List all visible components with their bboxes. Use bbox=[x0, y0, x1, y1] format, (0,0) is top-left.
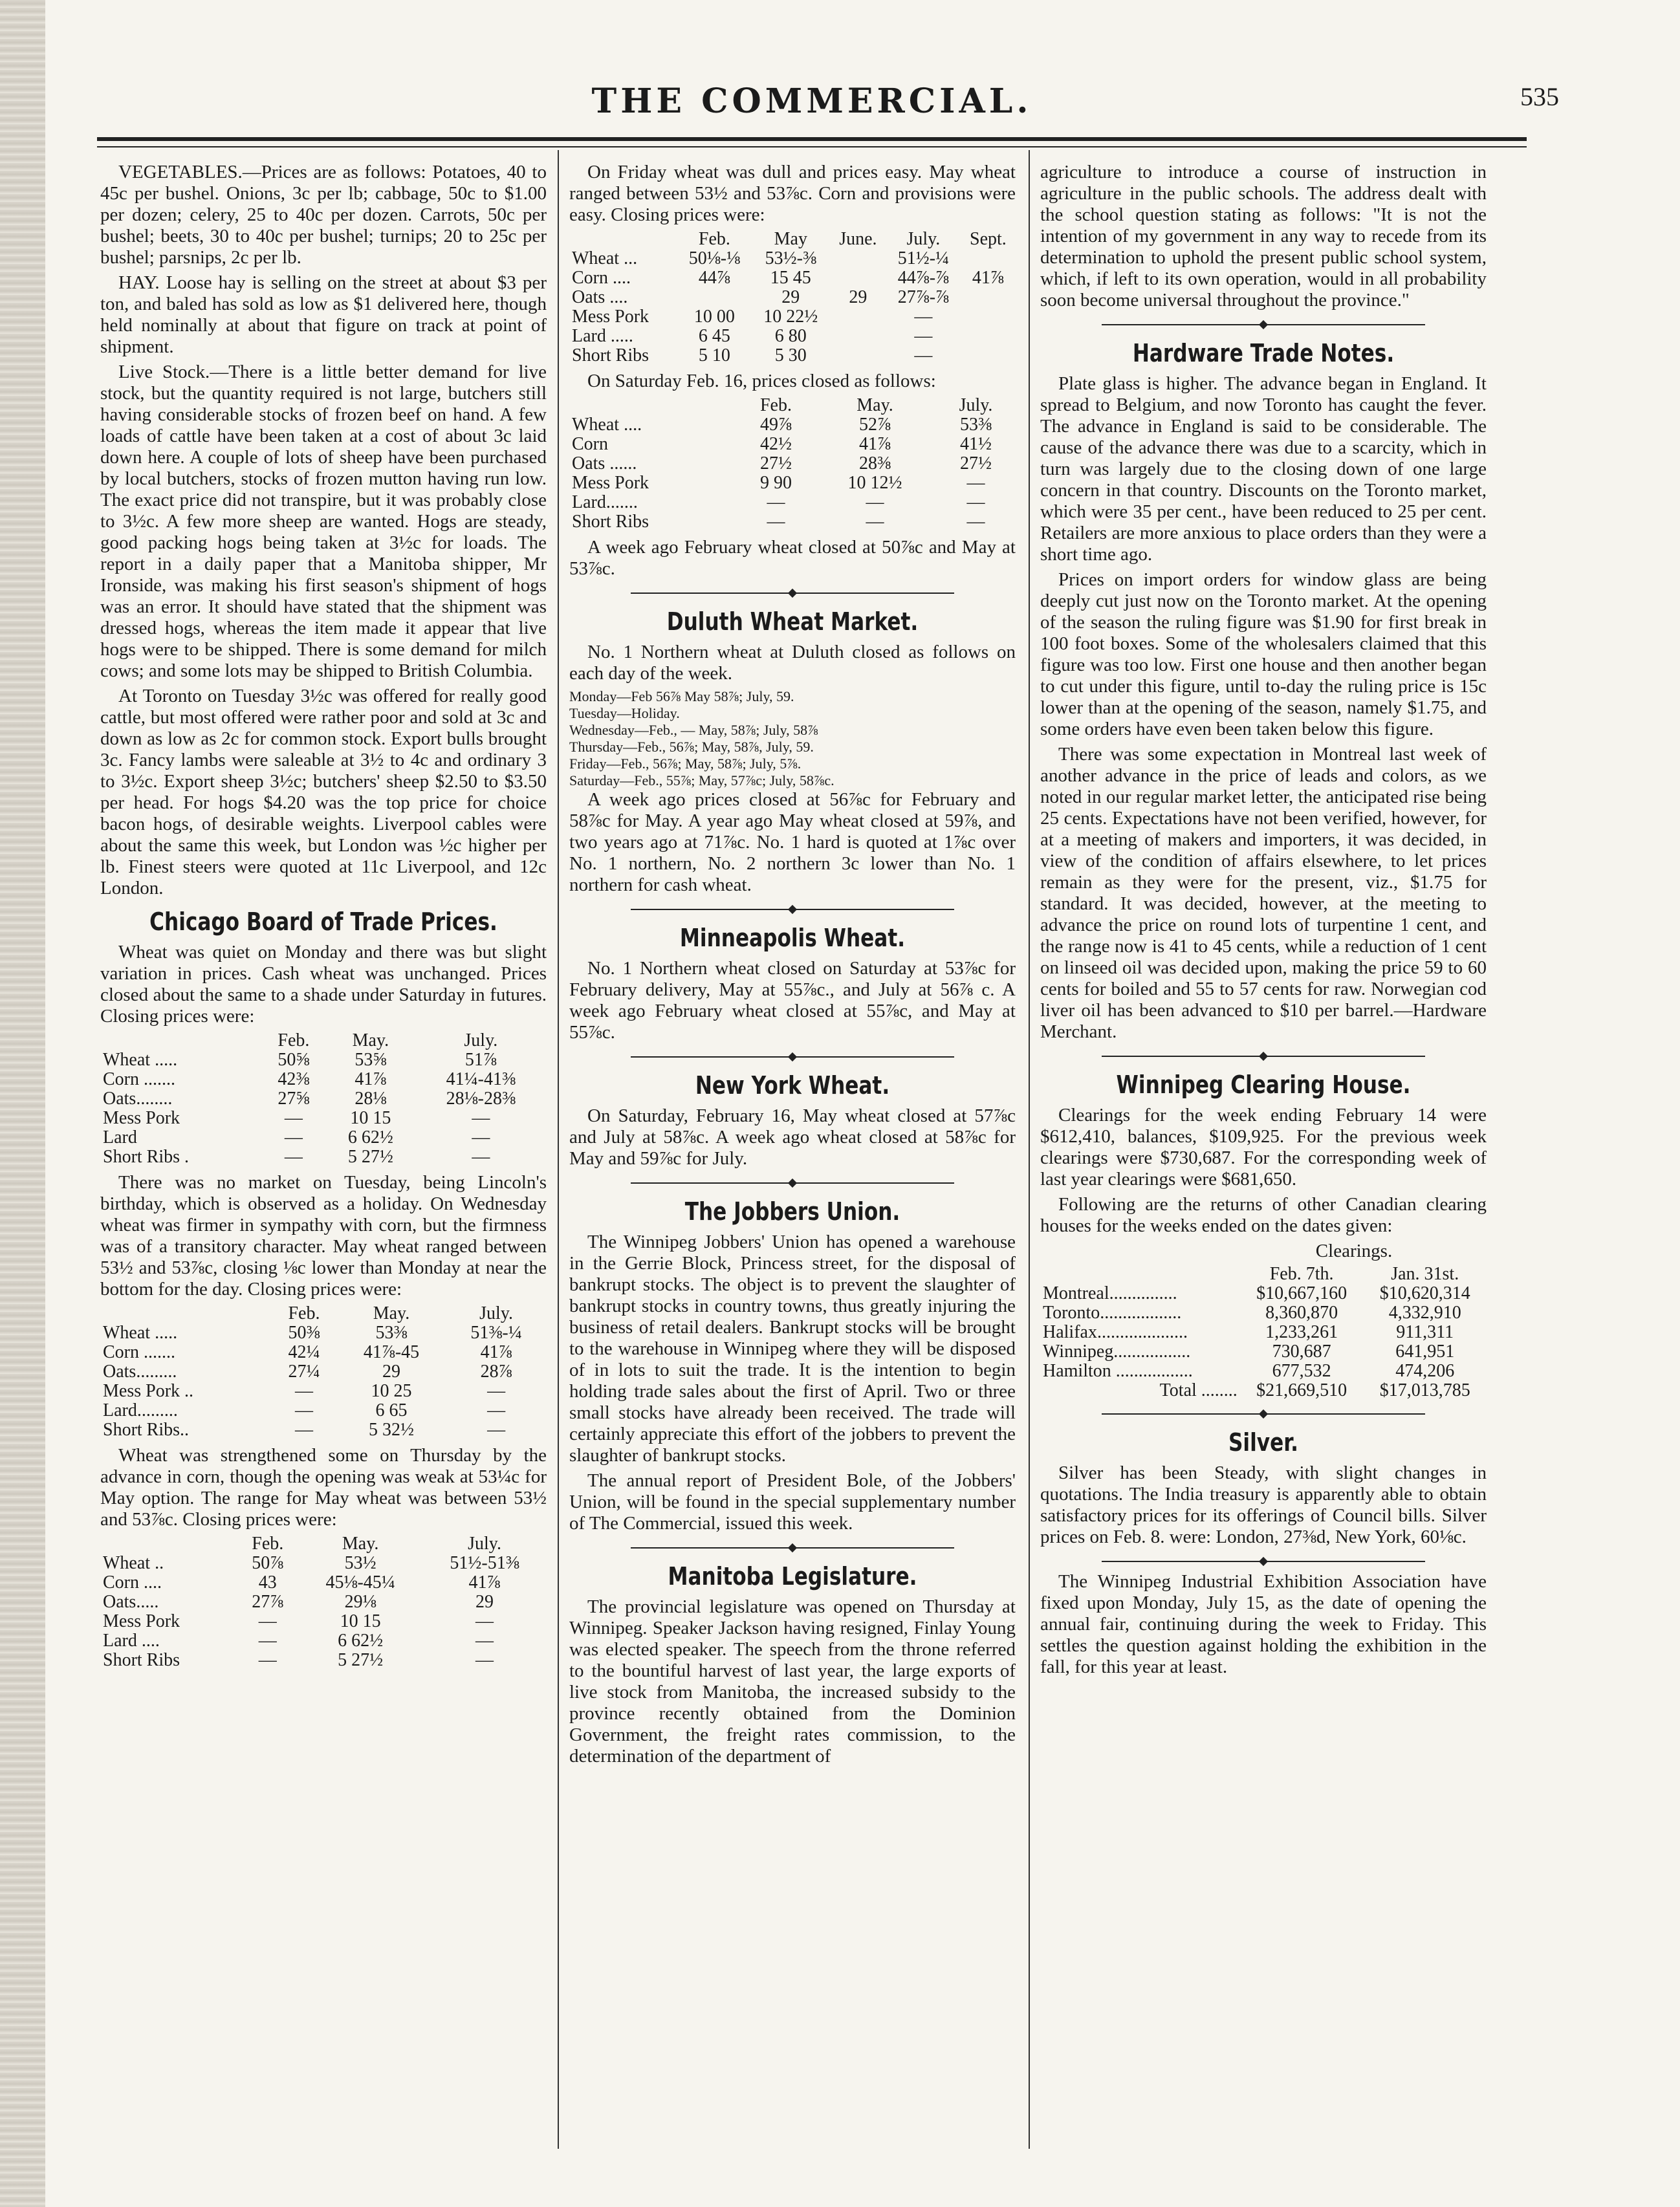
column-3 bbox=[1040, 162, 1487, 2160]
section-separator bbox=[1102, 1050, 1425, 1062]
list-item: Thursday—Feb., 56⅞; May, 58⅞, July, 59. bbox=[569, 739, 814, 755]
price-table-wednesday: Feb. May. July. Wheat ..... 50⅜ 53⅜ 51⅜-¼ Corn ....... 42¼ 41⅞-45 41⅞ Oats......... 27¼ 29 28⅞ Mess Pork .. — 10 25 — Lard......... — 6 65 — Short Ribs.. — 5 32½ — bbox=[100, 1304, 547, 1440]
paragraph-duluth-2: A week ago prices closed at 56⅞c for February and 58⅞c for May. A year ago May wheat closed at 59⅞, and two years ago at 71⅞c. No. 1 hard is quoted at 1⅞c over No. 1 northern, No. 2 northern 3c lower than No. 1 northern for cash wheat. bbox=[569, 789, 1016, 895]
table-total-row: Total ........ $21,669,510 $17,013,785 bbox=[1159, 1380, 1470, 1400]
heading-minneapolis: Minneapolis Wheat. bbox=[679, 924, 906, 952]
paragraph-livestock: Live Stock.—There is a little better demand for live stock, but the quantity required is not large, butchers still having considerable stocks of frozen beef on hand. A few loads of cattle have been taken at a cost of about 3c laid down here. A couple of lots of sheep have been purchased by local butchers, stocks of frozen mutton having run low. The exact price did not transpire, but it was probably close to 3½c. A few more sheep are wanted. Hogs are steady, good packing hogs being taken at 3½c for loads. The report in a daily paper that a Manitoba shipper, Mr Ironside, was making his first season's shipment of hogs was an error. It should have stated that the shipment was dressed hogs, whereas the item made it appear that live hogs were to be shipped. There is some demand for milch cows; and some lots may be shipped to British Columbia. bbox=[100, 362, 547, 681]
table-row: Lard — 6 62½ — bbox=[103, 1127, 490, 1147]
table-row: Corn ....... 42⅜ 41⅞ 41¼-41⅜ bbox=[103, 1069, 516, 1089]
table-row: Lard......... — 6 65 — bbox=[103, 1400, 506, 1420]
section-separator bbox=[631, 587, 954, 599]
paragraph-jobbers-1: The Winnipeg Jobbers' Union has opened a warehouse in the Gerrie Block, Princess street, for the disposal of bankrupt stocks. The object is to prevent the slaughter of bankrupt stocks in country towns, thus greatly injuring the business of retail dealers. Bankrupt stocks will be brought to the warehouse in Winnipeg where they will be disposed of in lots to suit the trade. It is the intention to begin holding trade sales about the first of April. Two or three small stocks have already been received. The trade will certainly appreciate this effort of the jobbers to prevent the slaughter of bankrupt stocks. bbox=[569, 1232, 1016, 1466]
paragraph-clearing-1: Clearings for the week ending February 14 were $612,410, balances, $109,925. For the previous week clearings were $730,687. For the corresponding week of last year clearings were $681,650. bbox=[1040, 1105, 1487, 1190]
table-row: Mess Pork .. — 10 25 — bbox=[103, 1381, 506, 1401]
table-row: Toronto.................. 8,360,870 4,332,910 bbox=[1043, 1303, 1461, 1323]
table-row: Wheat .. 50⅞ 53½ 51½-51⅜ bbox=[103, 1553, 519, 1573]
page-binding-edge bbox=[0, 0, 45, 2207]
paragraph-chicago-2: There was no market on Tuesday, being Lincoln's birthday, which is observed as a holiday. On Wednesday wheat was firmer in sympathy with corn, but the firmness was of a transitory character. May wheat ranged between 53½ and 53⅞c, closing ⅛c lower than Monday at near the bottom for the day. Closing prices were: bbox=[100, 1172, 547, 1299]
table-row: Lard ..... 6 45 6 80 — bbox=[572, 326, 933, 346]
paragraph-hardware-3: There was some expectation in Montreal last week of another advance in the price of leads and colors, as we noted in our regular market letter, the anticipated rise being 25 cents. Expectations have not been verified, however, for at a meeting of makers and importers, it was decided, in view of the condition of affairs elsewhere, to let prices remain as they were for the present, viz., $1.75 for standard. It was decided, however, at the meeting to advance the price on round lots of turpentine 1 cent, and the range now is 41 to 45 cents, while a reduction of 1 cent on linseed oil was decided upon, making the price 59 to 60 cents for boiled and 55 to 57 cents for raw. Norwegian cod liver oil has been advanced to $10 per barrel.—Hardware Merchant. bbox=[1040, 744, 1487, 1042]
table-row: Wheat ... 50⅛-⅛ 53½-⅜ 51½-¼ bbox=[572, 248, 950, 268]
masthead bbox=[97, 78, 1559, 129]
list-item: Tuesday—Holiday. bbox=[569, 705, 680, 721]
table-row: Oats........ 27⅝ 28⅛ 28⅛-28⅜ bbox=[103, 1089, 516, 1109]
paragraph-vegetables: VEGETABLES.—Prices are as follows: Potatoes, 40 to 45c per bushel. Onions, 3c per lb; cabbage, 50c to $1.00 per dozen; celery, 25 to 40c per dozen. Carrots, 50c per bushel; beets, 30 to 40c per bushel; turnips; 20 to 25c per bushel; parsnips, 2c per lb. bbox=[100, 162, 547, 268]
list-item: Monday—Feb 56⅞ May 58⅞; July, 59. bbox=[569, 688, 794, 704]
paragraph-toronto: At Toronto on Tuesday 3½c was offered for really good cattle, but most offered were rather poor and sold at 3c and down as low as 2c for common stock. Export bulls brought 3c. Fancy lambs were saleable at 3½ to 4c and ordinary 3 to 3½c. Export sheep 3½c; butchers' sheep $2.50 to $3.50 per head. For hogs $4.20 was the top price for choice bacon hogs, of desirable weights. Liverpool cables were about the same this week, but London was ½c higher per lb. Finest steers were quoted at 11c Liverpool, and 12c London. bbox=[100, 686, 547, 898]
duluth-daily-list bbox=[569, 688, 1016, 789]
table-row: Oats ...... 27½ 28⅜ 27½ bbox=[572, 453, 992, 473]
heading-duluth: Duluth Wheat Market. bbox=[666, 607, 919, 636]
paragraph-friday: On Friday wheat was dull and prices easy. May wheat ranged between 53½ and 53⅞c. Corn and provisions were easy. Closing prices were: bbox=[569, 162, 1016, 225]
page-number: 535 bbox=[1520, 82, 1559, 111]
column-divider-1 bbox=[558, 150, 559, 2149]
section-separator bbox=[1102, 319, 1425, 331]
paragraph-hardware-2: Prices on import orders for window glass are being deeply cut just now on the Toronto market. At the opening of the season the ruling figure was $1.90 for first break in 100 foot boxes. Some of the wholesalers claimed that this figure was too low. First one house and then another began to cut under this figure, until to-day the ruling price is 15c lower than at the opening of the season, namely $1.75, and some orders have even been taken below this figure. bbox=[1040, 569, 1487, 739]
table-row: Short Ribs . — 5 27½ — bbox=[103, 1147, 490, 1167]
list-item: Wednesday—Feb., — May, 58⅞; July, 58⅞ bbox=[569, 722, 818, 738]
paragraph-agriculture: agriculture to introduce a course of instruction in agriculture in the public schools. The address dealt with the school question stating as follows: "It is not the intention of my government in any way to recede from its determination to uphold the present public school system, which, if left to its own operation, would in all probability soon become universal throughout the province." bbox=[1040, 162, 1487, 310]
price-table-saturday: Feb. May. July. Wheat .... 49⅞ 52⅞ 53⅜ Corn 42½ 41⅞ 41½ Oats ...... 27½ 28⅜ 27½ Mess Pork 9 90 10 12½ — Lard....... — — — Short Ribs — — — bbox=[569, 396, 1016, 532]
paragraph-hay: HAY. Loose hay is selling on the street at about $3 per ton, and baled has sold as low as $1 delivered here, though held nominally at about that figure on track at point of shipment. bbox=[100, 272, 547, 357]
table-row: Wheat .... 49⅞ 52⅞ 53⅜ bbox=[572, 415, 992, 435]
section-separator bbox=[631, 1177, 954, 1189]
paragraph-legislature: The provincial legislature was opened on Thursday at Winnipeg. Speaker Jackson having resigned, Finlay Young was elected speaker. The speech from the throne referred to the bountiful harvest of last year, the large exports of live stock from Manitoba, the increased subsidy to the province recently obtained from the Dominion Government, the freight rates commission, to the determination of the department of bbox=[569, 1596, 1016, 1767]
table-row: Corn ....... 42¼ 41⅞-45 41⅞ bbox=[103, 1342, 512, 1362]
heading-clearing-house: Winnipeg Clearing House. bbox=[1116, 1071, 1411, 1099]
table-row: Short Ribs 5 10 5 30 — bbox=[572, 345, 933, 365]
heading-legislature: Manitoba Legislature. bbox=[668, 1562, 917, 1591]
clearings-table: Feb. 7th. Jan. 31st. Montreal............... $10,667,160 $10,620,314 Toronto.................. 8,360,870 4,332,910 Halifax.................... 1,233,261 911,311 Winnipeg................. 730,687 641,951 Hamilton ................. 677,532 474,206 Total ........ $21,669,510 $17,013,785 bbox=[1040, 1265, 1487, 1400]
table-row: Mess Pork — 10 15 — bbox=[103, 1611, 494, 1631]
section-separator bbox=[631, 904, 954, 915]
heading-jobbers: The Jobbers Union. bbox=[684, 1197, 900, 1226]
paragraph-duluth: No. 1 Northern wheat at Duluth closed as follows on each day of the week. bbox=[569, 642, 1016, 684]
paragraph-saturday: On Saturday Feb. 16, prices closed as follows: bbox=[587, 371, 936, 391]
table-row: Halifax.................... 1,233,261 911,311 bbox=[1043, 1322, 1454, 1342]
price-table-friday: Feb. May June. July. Sept. Wheat ... 50⅛-⅛ 53½-⅜ 51½-¼ Corn .... 44⅞ 15 45 44⅞-⅞ 41⅞ Oats .... 29 29 27⅞-⅞ Mess Pork 10 00 10 22½ — Lard ..... 6 45 6 80 — Short Ribs 5 10 5 30 — bbox=[569, 230, 1016, 365]
table-row: Wheat ..... 50⅝ 53⅝ 51⅞ bbox=[103, 1050, 497, 1070]
paragraph-clearing-2: Following are the returns of other Canadian clearing houses for the weeks ended on the dates given: bbox=[1040, 1194, 1487, 1236]
table-row: Montreal............... $10,667,160 $10,620,314 bbox=[1043, 1283, 1470, 1303]
price-table-thursday: Feb. May. July. Wheat .. 50⅞ 53½ 51½-51⅜ Corn .... 43 45⅛-45¼ 41⅞ Oats..... 27⅞ 29⅛ 29 Mess Pork — 10 15 — Lard .... — 6 62½ — Short Ribs — 5 27½ — bbox=[100, 1534, 547, 1670]
paragraph-silver: Silver has been Steady, with slight changes in quotations. The India treasury is apparently able to obtain satisfactory prices for its offerings of Council bills. Silver prices on Feb. 8. were: London, 27⅜d, New York, 60⅛c. bbox=[1040, 1462, 1487, 1547]
heading-newyork: New York Wheat. bbox=[695, 1071, 890, 1100]
table-row: Mess Pork — 10 15 — bbox=[103, 1108, 490, 1128]
heading-silver: Silver. bbox=[1228, 1428, 1299, 1457]
column-2 bbox=[569, 162, 1016, 2160]
table-row: Oats......... 27¼ 29 28⅞ bbox=[103, 1362, 512, 1382]
table-row: Short Ribs — 5 27½ — bbox=[103, 1650, 494, 1670]
table-row: Corn 42½ 41⅞ 41½ bbox=[572, 434, 992, 454]
table-row: Hamilton ................. 677,532 474,206 bbox=[1043, 1361, 1455, 1381]
table-row: Lard .... — 6 62½ — bbox=[103, 1631, 494, 1651]
paragraph-week-ago: A week ago February wheat closed at 50⅞c and May at 53⅞c. bbox=[569, 537, 1016, 579]
table-row: Winnipeg................. 730,687 641,951 bbox=[1043, 1342, 1455, 1362]
table-row: Oats..... 27⅞ 29⅛ 29 bbox=[103, 1592, 494, 1612]
table-row: Wheat ..... 50⅜ 53⅜ 51⅜-¼ bbox=[103, 1323, 522, 1343]
section-separator bbox=[631, 1542, 954, 1554]
paragraph-hardware-1: Plate glass is higher. The advance began in England. It spread to Belgium, and now Toronto has caught the fever. The advance in England is said to be considerable. The cause of the advance there was due to a scarcity, which in turn was largely due to the closing down of one large concern in that country. Discounts on the Toronto market, which were 35 per cent., have been reduced to 25 per cent. Retailers are more anxious to place orders than they were a short time ago. bbox=[1040, 373, 1487, 565]
table-row: Oats .... 29 29 27⅞-⅞ bbox=[572, 287, 950, 307]
price-table-monday: Feb. May. July. Wheat ..... 50⅝ 53⅝ 51⅞ Corn ....... 42⅜ 41⅞ 41¼-41⅜ Oats........ 27⅝ 28⅛ 28⅛-28⅜ Mess Pork — 10 15 — Lard — 6 62½ — Short Ribs . — 5 27½ — bbox=[100, 1031, 547, 1167]
paragraph-newyork: On Saturday, February 16, May wheat closed at 57⅞c and July at 58⅞c. A week ago wheat closed at 58⅞c for May and 59⅞c for July. bbox=[569, 1105, 1016, 1169]
table-row: Short Ribs — — — bbox=[572, 512, 985, 532]
table-row: Short Ribs.. — 5 32½ — bbox=[103, 1420, 506, 1440]
header-rule-thick bbox=[97, 137, 1527, 141]
paragraph-jobbers-2: The annual report of President Bole, of the Jobbers' Union, will be found in the special supplementary number of The Commercial, issued this week. bbox=[569, 1470, 1016, 1534]
heading-chicago: Chicago Board of Trade Prices. bbox=[149, 908, 497, 936]
paragraph-minneapolis: No. 1 Northern wheat closed on Saturday at 53⅞c for February delivery, May at 55⅞c., and July at 56⅞ c. A week ago February wheat closed at 55⅞c, and May at 55⅞c. bbox=[569, 958, 1016, 1043]
paragraph-chicago-1: Wheat was quiet on Monday and there was but slight variation in prices. Cash wheat was unchanged. Prices closed about the same to a shade under Saturday in futures. Closing prices were: bbox=[100, 942, 547, 1027]
column-1 bbox=[100, 162, 547, 2160]
column-divider-2 bbox=[1029, 150, 1030, 2149]
heading-hardware: Hardware Trade Notes. bbox=[1132, 339, 1395, 367]
section-separator bbox=[1102, 1408, 1425, 1420]
clearings-label: Clearings. bbox=[1315, 1241, 1393, 1261]
header-rule-thin bbox=[97, 146, 1527, 147]
paragraph-chicago-3: Wheat was strengthened some on Thursday by the advance in corn, though the opening was weak at 53¼c for May option. The range for May wheat was between 53½ and 53⅞c. Closing prices were: bbox=[100, 1445, 547, 1530]
list-item: Saturday—Feb., 55⅞; May, 57⅞c; July, 58⅞c. bbox=[569, 772, 835, 788]
table-row: Lard....... — — — bbox=[572, 492, 985, 512]
masthead-title: THE COMMERCIAL. bbox=[591, 82, 1032, 121]
paragraph-exhibition: The Winnipeg Industrial Exhibition Association have fixed upon Monday, July 15, as the date of opening the annual fair, continuing during the week to Friday. This settles the question against holding the exhibition in the fall, for this year at least. bbox=[1040, 1571, 1487, 1677]
table-row: Mess Pork 10 00 10 22½ — bbox=[572, 307, 933, 327]
section-separator bbox=[1102, 1556, 1425, 1567]
table-row: Corn .... 44⅞ 15 45 44⅞-⅞ 41⅞ bbox=[572, 268, 1004, 288]
table-row: Corn .... 43 45⅛-45¼ 41⅞ bbox=[103, 1572, 501, 1593]
list-item: Friday—Feb., 56⅞; May, 58⅞; July, 5⅞. bbox=[569, 756, 802, 772]
table-row: Mess Pork 9 90 10 12½ — bbox=[572, 473, 985, 493]
section-separator bbox=[631, 1051, 954, 1063]
